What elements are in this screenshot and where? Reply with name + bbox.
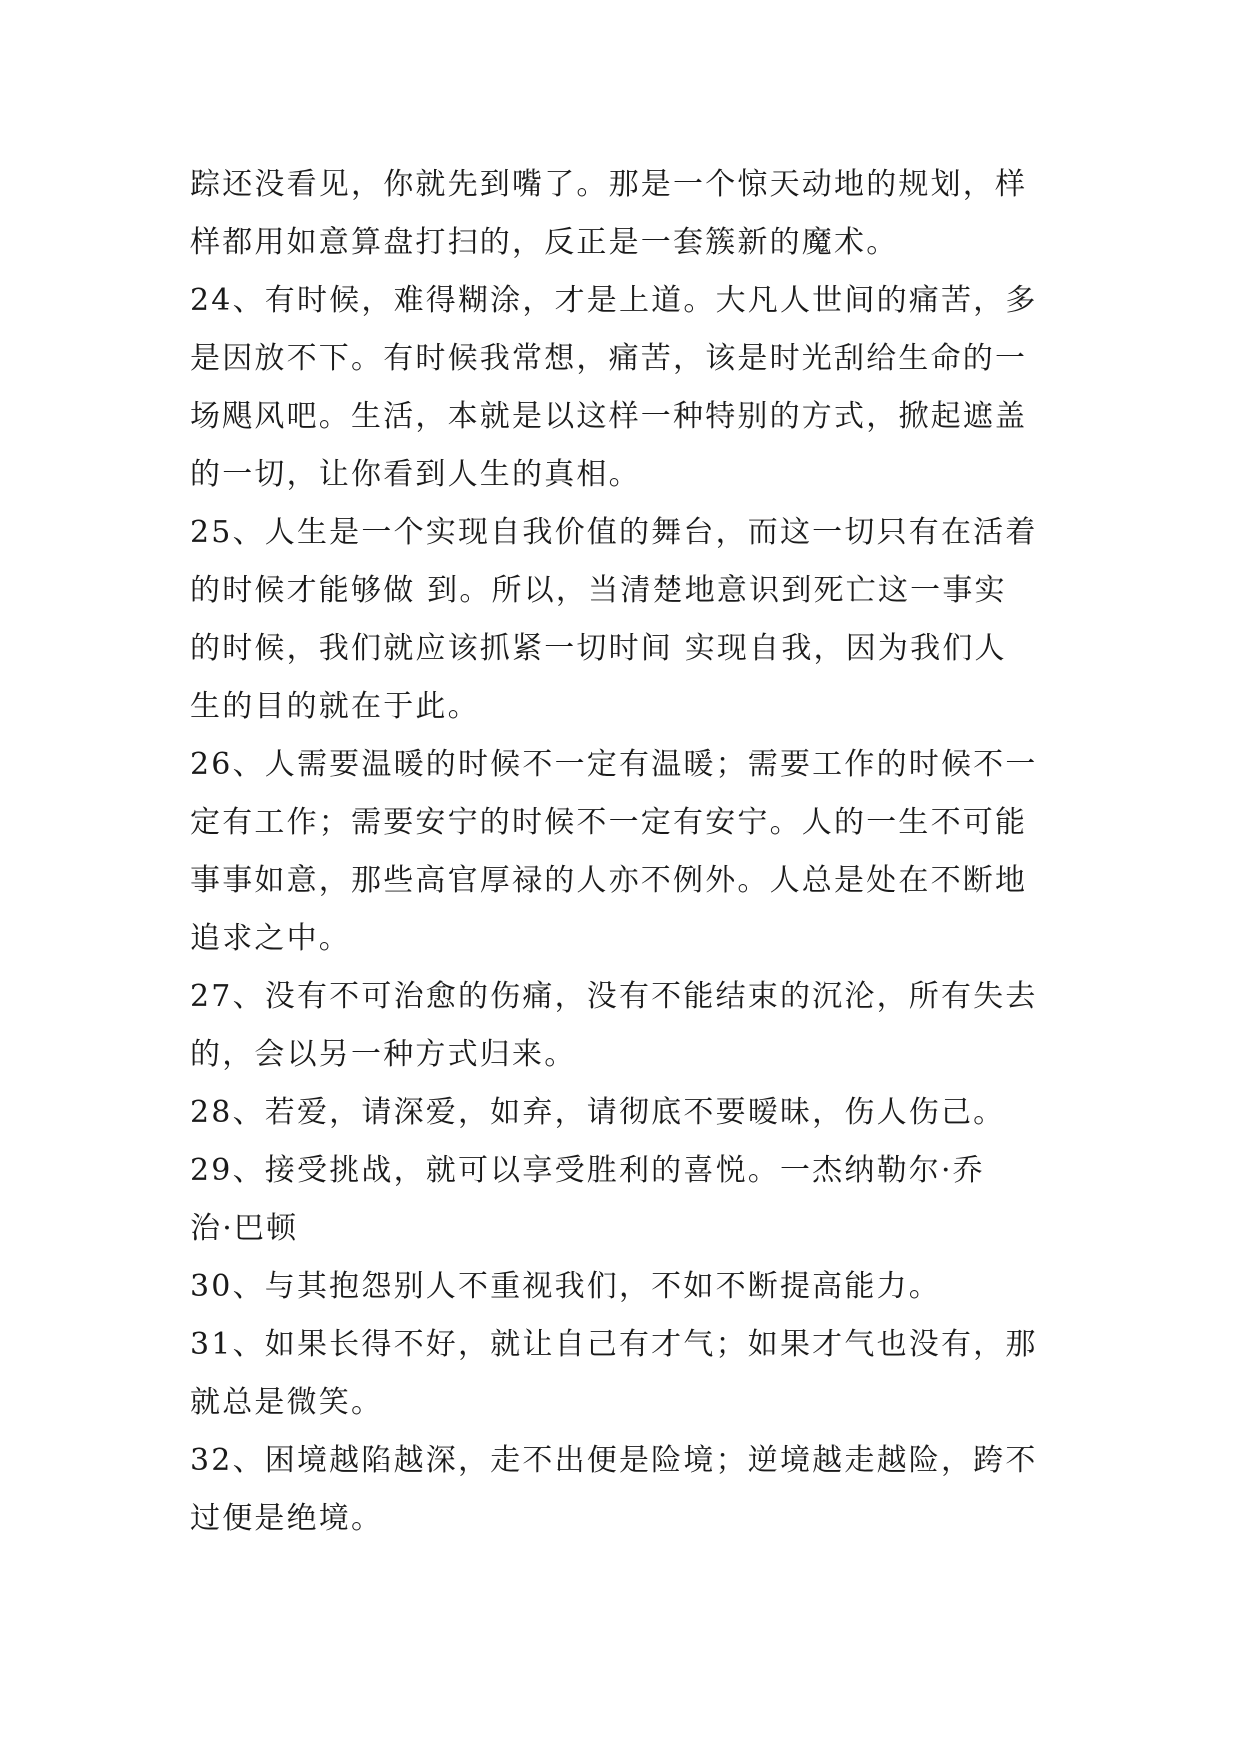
text-line: 事事如意，那些高官厚禄的人亦不例外。人总是处在不断地 <box>190 863 1028 898</box>
paragraph-item-28 <box>190 1084 1052 1142</box>
text-line: 过便是绝境。 <box>190 1501 384 1536</box>
text-line: 29、接受挑战，就可以享受胜利的喜悦。一杰纳勒尔·乔 <box>190 1153 985 1188</box>
text-line: 31、如果长得不好，就让自己有才气；如果才气也没有，那 <box>190 1327 1038 1362</box>
document-body <box>190 156 1052 1548</box>
text-line: 32、困境越陷越深，走不出便是险境；逆境越走越险，跨不 <box>190 1443 1038 1478</box>
text-line: 场飓风吧。生活，本就是以这样一种特别的方式，掀起遮盖 <box>190 399 1028 434</box>
text-line: 的时候才能够做 到。所以，当清楚地意识到死亡这一事实 <box>190 573 1007 608</box>
text-line: 24、有时候，难得糊涂，才是上道。大凡人世间的痛苦，多 <box>190 283 1038 318</box>
text-line: 就总是微笑。 <box>190 1385 384 1420</box>
text-line: 的一切，让你看到人生的真相。 <box>190 457 641 492</box>
text-line: 27、没有不可治愈的伤痛，没有不能结束的沉沦，所有失去 <box>190 979 1038 1014</box>
text-line: 的，会以另一种方式归来。 <box>190 1037 577 1072</box>
text-line: 是因放不下。有时候我常想，痛苦，该是时光刮给生命的一 <box>190 341 1028 376</box>
text-line: 28、若爱，请深爱，如弃，请彻底不要暧昧，伤人伤己。 <box>190 1095 1006 1130</box>
paragraph-item-25 <box>190 504 1052 736</box>
text-line: 定有工作；需要安宁的时候不一定有安宁。人的一生不可能 <box>190 805 1028 840</box>
text-line: 30、与其抱怨别人不重视我们，不如不断提高能力。 <box>190 1269 941 1304</box>
paragraph-item-27 <box>190 968 1052 1084</box>
text-line: 踪还没看见，你就先到嘴了。那是一个惊天动地的规划，样 <box>190 167 1028 202</box>
text-line: 的时候，我们就应该抓紧一切时间 实现自我，因为我们人 <box>190 631 1007 666</box>
paragraph-item-31 <box>190 1316 1052 1432</box>
text-line: 26、人需要温暖的时候不一定有温暖；需要工作的时候不一 <box>190 747 1038 782</box>
paragraph-item-30 <box>190 1258 1052 1316</box>
paragraph-item-32 <box>190 1432 1052 1548</box>
text-line: 25、人生是一个实现自我价值的舞台，而这一切只有在活着 <box>190 515 1038 550</box>
text-line: 追求之中。 <box>190 921 351 956</box>
text-line: 样都用如意算盘打扫的，反正是一套簇新的魔术。 <box>190 225 899 260</box>
paragraph-item-24 <box>190 272 1052 504</box>
text-line: 生的目的就在于此。 <box>190 689 480 724</box>
paragraph-item-26 <box>190 736 1052 968</box>
text-line: 治·巴顿 <box>190 1211 299 1246</box>
paragraph-continuation <box>190 156 1052 272</box>
paragraph-item-29 <box>190 1142 1052 1258</box>
